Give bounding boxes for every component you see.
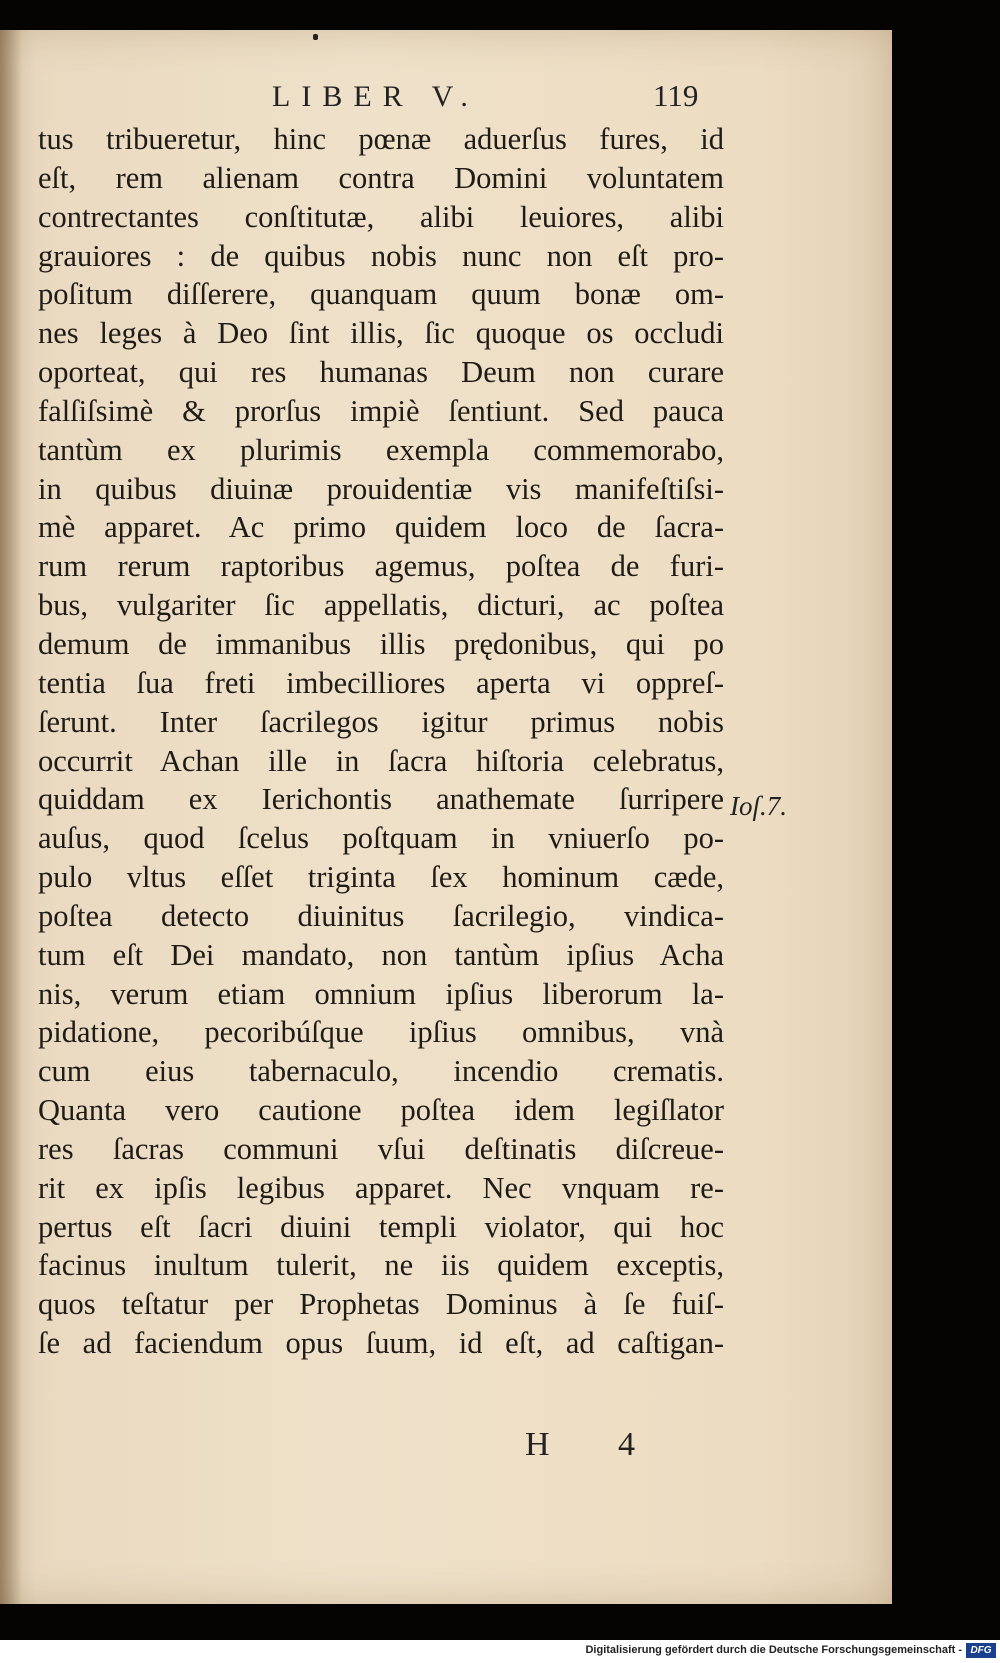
text-line: grauiores : de quibus nobis nunc non eſt pro-: [38, 238, 724, 273]
text-line: Quanta vero cautione poſtea idem legiſlator: [38, 1093, 724, 1128]
signature-mark: H 4: [525, 1426, 666, 1463]
text-line: cum eius tabernaculo, incendio crematis.: [38, 1054, 724, 1089]
text-line: nes leges à Deo ſint illis, ſic quoque os occludi: [38, 316, 724, 351]
text-line: ſerunt. Inter ſacrilegos igitur primus nobis: [38, 704, 724, 739]
book-page: [0, 30, 892, 1604]
text-line: tantùm ex plurimis exempla commemorabo,: [38, 432, 724, 467]
text-line: falſiſsimè & prorſus impiè ſentiunt. Sed pauca: [38, 393, 724, 428]
text-line: occurrit Achan ille in ſacra hiſtoria celebratus,: [38, 743, 724, 778]
text-line: bus, vulgariter ſic appellatis, dicturi, ac poſtea: [38, 588, 724, 623]
text-line: oporteat, qui res humanas Deum non curare: [38, 355, 724, 390]
text-line: nis, verum etiam omnium ipſius liberorum la-: [38, 976, 724, 1011]
funding-credit: Digitalisierung gefördert durch die Deutsche Forschungsgemeinschaft -: [585, 1644, 962, 1656]
text-line: rum rerum raptoribus agemus, poſtea de furi-: [38, 549, 724, 584]
text-line: mè apparet. Ac primo quidem loco de ſacra-: [38, 510, 724, 545]
text-line: auſus, quod ſcelus poſtquam in vniuerſo po-: [38, 821, 724, 856]
text-line: res ſacras communi vſui deſtinatis diſcreue-: [38, 1131, 724, 1166]
text-line: rit ex ipſis legibus apparet. Nec vnquam re-: [38, 1170, 724, 1205]
running-head: LIBER V.: [272, 80, 479, 113]
margin-note: Ioſ.7.: [730, 791, 787, 821]
page-number: 119: [653, 78, 699, 113]
body-text: [38, 120, 724, 1363]
text-line: tum eſt Dei mandato, non tantùm ipſius Acha: [38, 937, 724, 972]
text-line: poſtea detecto diuinitus ſacrilegio, vindica-: [38, 898, 724, 933]
text-line: pidatione, pecoribúſque ipſius omnibus, vnà: [38, 1015, 724, 1050]
text-line: in quibus diuinæ prouidentiæ vis manifeſtiſsi-: [38, 471, 724, 506]
text-line: ſe ad faciendum opus ſuum, id eſt, ad caſtigan-: [38, 1326, 724, 1361]
gutter-shadow: [0, 30, 22, 1604]
ink-dot: [313, 34, 318, 40]
footer-bar: [0, 1640, 1000, 1663]
text-line: quiddam ex Ierichontis anathemate ſurripere: [38, 782, 724, 817]
text-line: tus tribueretur, hinc pœnæ aduerſus fures, id: [38, 122, 724, 156]
text-line: quos teſtatur per Prophetas Dominus à ſe fuiſ-: [38, 1287, 724, 1322]
text-line: demum de immanibus illis prędonibus, qui po: [38, 626, 724, 661]
text-line: facinus inultum tulerit, ne iis quidem exceptis,: [38, 1248, 724, 1283]
text-line: eſt, rem alienam contra Domini voluntatem: [38, 160, 724, 195]
dfg-logo: DFG: [966, 1643, 996, 1658]
text-line: pertus eſt ſacri diuini templi violator, qui hoc: [38, 1209, 724, 1244]
text-line: poſitum diſſerere, quanquam quum bonæ om-: [38, 277, 724, 312]
text-line: pulo vltus eſſet triginta ſex hominum cæde,: [38, 860, 724, 895]
text-line: contrectantes conſtitutæ, alibi leuiores, alibi: [38, 199, 724, 234]
text-line: tentia ſua freti imbecilliores aperta vi oppreſ-: [38, 665, 724, 700]
